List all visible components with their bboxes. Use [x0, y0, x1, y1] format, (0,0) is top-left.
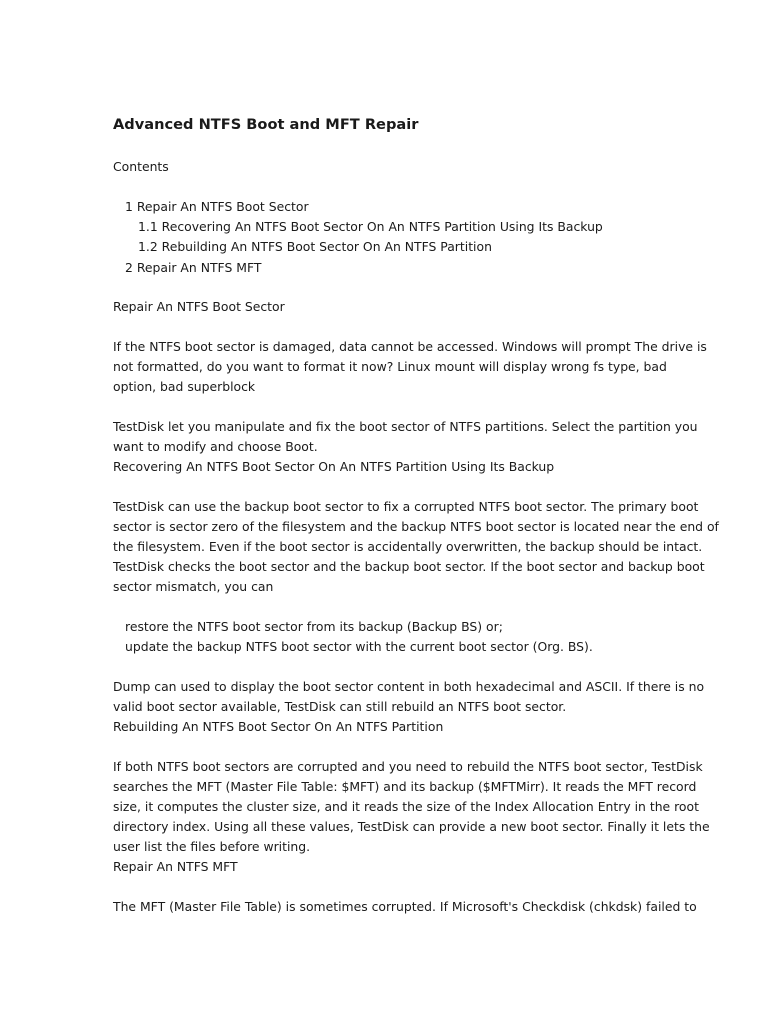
paragraph-line: TestDisk can use the backup boot sector to fix a corrupted NTFS boot sector. The primary boot — [113, 499, 699, 514]
paragraph-line: If the NTFS boot sector is damaged, data cannot be accessed. Windows will prompt The drive is — [113, 339, 707, 354]
paragraph-line: The MFT (Master File Table) is sometimes corrupted. If Microsoft's Checkdisk (chkdsk) failed to — [113, 899, 697, 914]
option-restore-backup: restore the NTFS boot sector from its backup (Backup BS) or; — [125, 619, 503, 634]
paragraph-line: TestDisk checks the boot sector and the backup boot sector. If the boot sector and backup boot — [113, 559, 705, 574]
paragraph-line: valid boot sector available, TestDisk can still rebuild an NTFS boot sector. — [113, 699, 567, 714]
section-heading-repair-boot-sector: Repair An NTFS Boot Sector — [113, 299, 285, 314]
paragraph-line: TestDisk let you manipulate and fix the boot sector of NTFS partitions. Select the partition you — [113, 419, 698, 434]
toc-item-1-1[interactable]: 1.1 Recovering An NTFS Boot Sector On An NTFS Partition Using Its Backup — [138, 219, 603, 234]
paragraph-line: size, it computes the cluster size, and it reads the size of the Index Allocation Entry in the root — [113, 799, 699, 814]
option-update-backup: update the backup NTFS boot sector with the current boot sector (Org. BS). — [125, 639, 593, 654]
toc-item-2[interactable]: 2 Repair An NTFS MFT — [125, 260, 262, 275]
paragraph-line: the filesystem. Even if the boot sector is accidentally overwritten, the backup should be intact. — [113, 539, 703, 554]
paragraph-line: user list the files before writing. — [113, 839, 311, 854]
paragraph-line: want to modify and choose Boot. — [113, 439, 318, 454]
paragraph-line: directory index. Using all these values, TestDisk can provide a new boot sector. Finally it lets the — [113, 819, 710, 834]
section-heading-repair-mft: Repair An NTFS MFT — [113, 859, 238, 874]
paragraph-line: Dump can used to display the boot sector content in both hexadecimal and ASCII. If there is no — [113, 679, 705, 694]
toc-item-1[interactable]: 1 Repair An NTFS Boot Sector — [125, 199, 309, 214]
contents-heading: Contents — [113, 159, 169, 174]
paragraph-line: sector mismatch, you can — [113, 579, 274, 594]
paragraph-line: searches the MFT (Master File Table: $MFT) and its backup ($MFTMirr). It reads the MFT record — [113, 779, 697, 794]
paragraph-line: not formatted, do you want to format it now? Linux mount will display wrong fs type, bad — [113, 359, 667, 374]
document-title: Advanced NTFS Boot and MFT Repair — [113, 116, 419, 133]
paragraph-line: option, bad superblock — [113, 379, 256, 394]
paragraph-line: sector is sector zero of the filesystem and the backup NTFS boot sector is located near the end of — [113, 519, 719, 534]
section-heading-recovering-boot-sector: Recovering An NTFS Boot Sector On An NTFS Partition Using Its Backup — [113, 459, 555, 474]
paragraph-line: If both NTFS boot sectors are corrupted and you need to rebuild the NTFS boot sector, TestDisk — [113, 759, 703, 774]
toc-item-1-2[interactable]: 1.2 Rebuilding An NTFS Boot Sector On An NTFS Partition — [138, 239, 492, 254]
section-heading-rebuilding-boot-sector: Rebuilding An NTFS Boot Sector On An NTFS Partition — [113, 719, 444, 734]
